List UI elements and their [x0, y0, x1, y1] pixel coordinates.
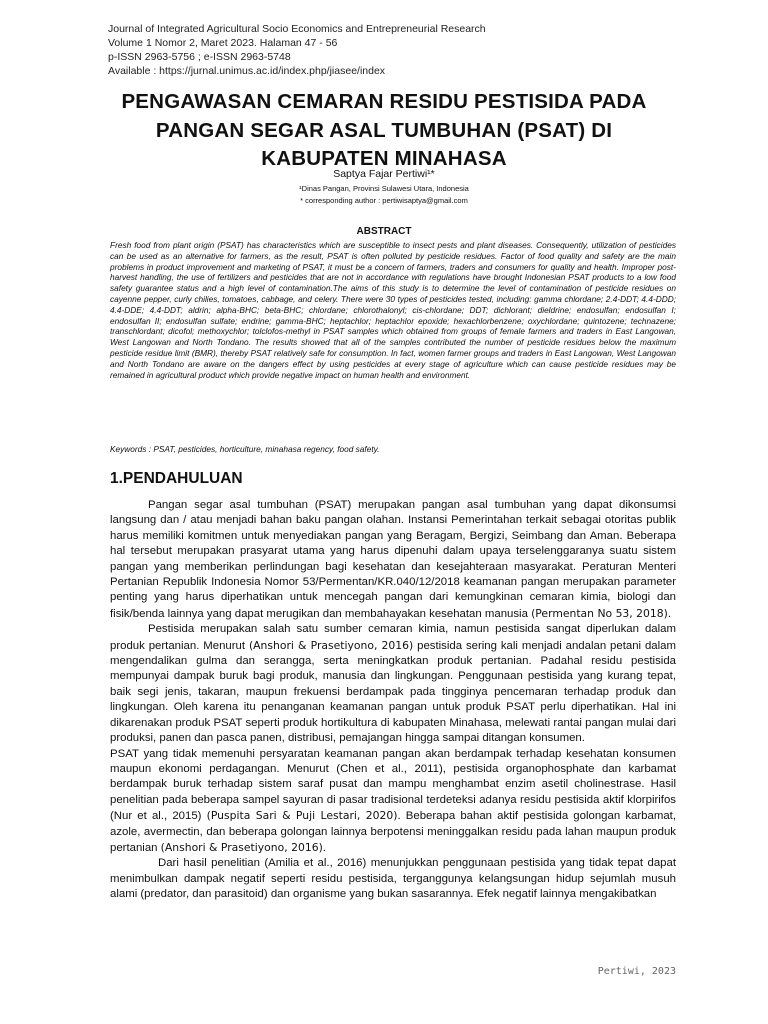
citation: (Anshori & Prasetiyono, 2016): [160, 840, 323, 854]
citation: (Permentan No 53, 2018): [531, 606, 668, 620]
journal-header: [108, 22, 486, 78]
paragraph-1-end: .: [667, 607, 672, 620]
abstract-text: Fresh food from plant origin (PSAT) has characteristics which are susceptible to insect pests and plant diseases. Consequently, utilization of pesticides can be used as an alternative for farmers, as the result, PSAT is often polluted by pesticide residues. Factor of food quality and safety are the main problems in product improvement and marketing of PSAT, it must be a concern of farmers, traders and consumers for quality and health. Improper post-harvest handling, the use of fertilizers and pesticides that are not in accordance with regulations have brought Indonesian PSAT products to a low food safety guarantee status and a high level of contamination.The aims of this study is to determine the level of contamination of pesticide residues on cayenne pepper, curly chilies, tomatoes, cabbage, and celery. There were 30 types of pesticides tested, including: gamma chlordane; 2.4-DDT; 4.4-DDD; 4.4-DDE; 4.4-DDT; aldrin; alpha-BHC; beta-BHC; chlordane; chlorothalonyl; cis-chlordane; DDT; dichlorant; dieldrine; endosulfan; endosulfan I; endosulfan II; endosulfan sulfate; endrine; gamma-BHC; heptachlor; heptachlor epoxide; hexachlorbenzene; oxychlordane; quintozene; technazene; transchlordant; dicofol; methoxychlor; tolclofos-methyl in PSAT samples which obtained from groups of female farmers and traders in East Langowan, West Langowan and North Tondano. The results showed that all of the samples contributed the number of pesticide residues below the maximum pesticide residue limit (BMR), thereby PSAT relatively safe for consumption. In fact, women farmer groups and traders in East Langowan, West Langowan and North Tondano are aware on the dangers effect by using pesticides at every stage of agriculture which can cause pesticide residues may be remained in agricultural product which provide negative impact on human health and environment.: [110, 240, 676, 380]
author-name: Saptya Fajar Pertiwi¹*: [333, 168, 435, 180]
issn-info: p-ISSN 2963-5756 ; e-ISSN 2963-5748: [108, 51, 291, 63]
citation: (Anshori & Prasetiyono, 2016): [248, 638, 414, 652]
author-affiliation: ¹Dinas Pangan, Provinsi Sulawesi Utara, Indonesia: [299, 184, 469, 193]
paragraph-4: Dari hasil penelitian (Amilia et al., 2016) menunjukkan penggunaan pestisida yang tidak tepat dapat menimbulkan dampak negatif seperti residu pestisida, terganggunya kelangsungan hidup sejumlah musuh alami (predator, dan parasitoid) dan organisme yang bukan sasarannya. Efek negatif lainnya mengakibatkan: [110, 857, 676, 901]
paragraph-1: [110, 498, 676, 622]
paragraph-3-end: .: [322, 841, 326, 854]
volume-info: Volume 1 Nomor 2, Maret 2023. Halaman 47 - 56: [108, 37, 338, 49]
available-url: Available : https://jurnal.unimus.ac.id/index.php/jiasee/index: [108, 65, 386, 77]
paragraph-2-rest: pestisida sering kali menjadi andalan petani dalam mengendalikan gulma dan serangga, serta meningkatkan produk pertanian. Padahal residu pestisida mempunyai dampak buruk bagi produk, manusia dan lingkungan. Penggunaan pestisida yang kurang tepat, baik segi jenis, takaran, maupun frekuensi berdampak pada tingginya pencemaran terhadap produk dan lingkungan. Oleh karena itu penanganan keamanan pangan untuk produk PSAT perlu diperhatikan. Hal ini dikarenakan produk PSAT seperti produk hortikultura di kabupaten Minahasa, melewati rantai pangan mulai dari produksi, panen dan pasca panen, distribusi, pemajangan hingga sampai ditangan konsumen.: [110, 639, 676, 745]
keywords: Keywords : PSAT, pesticides, horticulture, minahasa regency, food safety.: [110, 444, 380, 454]
paragraph-2-start: Pestisida merupakan salah satu sumber cemaran kimia, namun pestisida sangat diperlukan dalam produk pertanian. Menurut: [110, 623, 676, 652]
paragraph-3-middle: . Beberapa bahan aktif pestisida golongan karbamat, azole, avermectin, dan beberapa golongan lainnya berpotensi meninggalkan residu pada lahan maupun produk pertanian: [110, 810, 676, 854]
journal-name: Journal of Integrated Agricultural Socio Economics and Entrepreneurial Research: [108, 23, 486, 35]
paragraph-3-start: PSAT yang tidak memenuhi persyaratan keamanan pangan akan berdampak terhadap kesehatan konsumen maupun ekonomi perdagangan. Menurut (Chen et al., 2011), pestisida organophosphate dan karbamat berdampak buruk terhadap sistem saraf pusat dan mampu menghambat enzim asetil cholinestrase. Hasil penelitian pada beberapa sampel sayuran di pasar tradisional terdeteksi adanya residu pestisida aktif klorpirifos (Nur et al., 2015): [110, 747, 676, 823]
citation: (Puspita Sari & Puji Lestari, 2020): [206, 809, 398, 823]
body-text: [110, 498, 676, 903]
corresponding-author: * corresponding author : pertiwisaptya@gmail.com: [300, 196, 468, 205]
paragraph-1-text: Pangan segar asal tumbuhan (PSAT) merupakan pangan asal tumbuhan yang dapat dikonsumsi langsung dan / atau menjadi bahan baku pangan olahan. Instansi Pemerintahan terkait sebagai otoritas publik harus memiliki komitmen untuk menyediakan pangan yang Beragam, Bergizi, Seimbang dan Aman. Beberapa hal tersebut merupakan prasyarat utama yang harus dipenuhi dalam upaya terselenggaranya suatu sistem pangan yang memberikan perlindungan bagi kesehatan dan kesejahteraan masyarakat. Peraturan Menteri Pertanian Republik Indonesia Nomor 53/Permentan/KR.040/12/2018 keamanan pangan merupakan parameter penting yang harus diperhatikan untuk mencegah pangan dari kemungkinan cemaran kimia, biologi dan fisik/benda lainnya yang dapat merugikan dan membahayakan kesehatan manusia: [110, 499, 676, 620]
abstract-heading: ABSTRACT: [356, 226, 412, 237]
paper-title: PENGAWASAN CEMARAN RESIDU PESTISIDA PADA PANGAN SEGAR ASAL TUMBUHAN (PSAT) DI KABUPATEN MINAHASA: [121, 90, 647, 170]
section-title: 1.PENDAHULUAN: [110, 470, 243, 487]
page-footer: Pertiwi, 2023: [597, 966, 676, 977]
paragraph-3: [110, 747, 676, 857]
paragraph-2: [110, 622, 676, 746]
